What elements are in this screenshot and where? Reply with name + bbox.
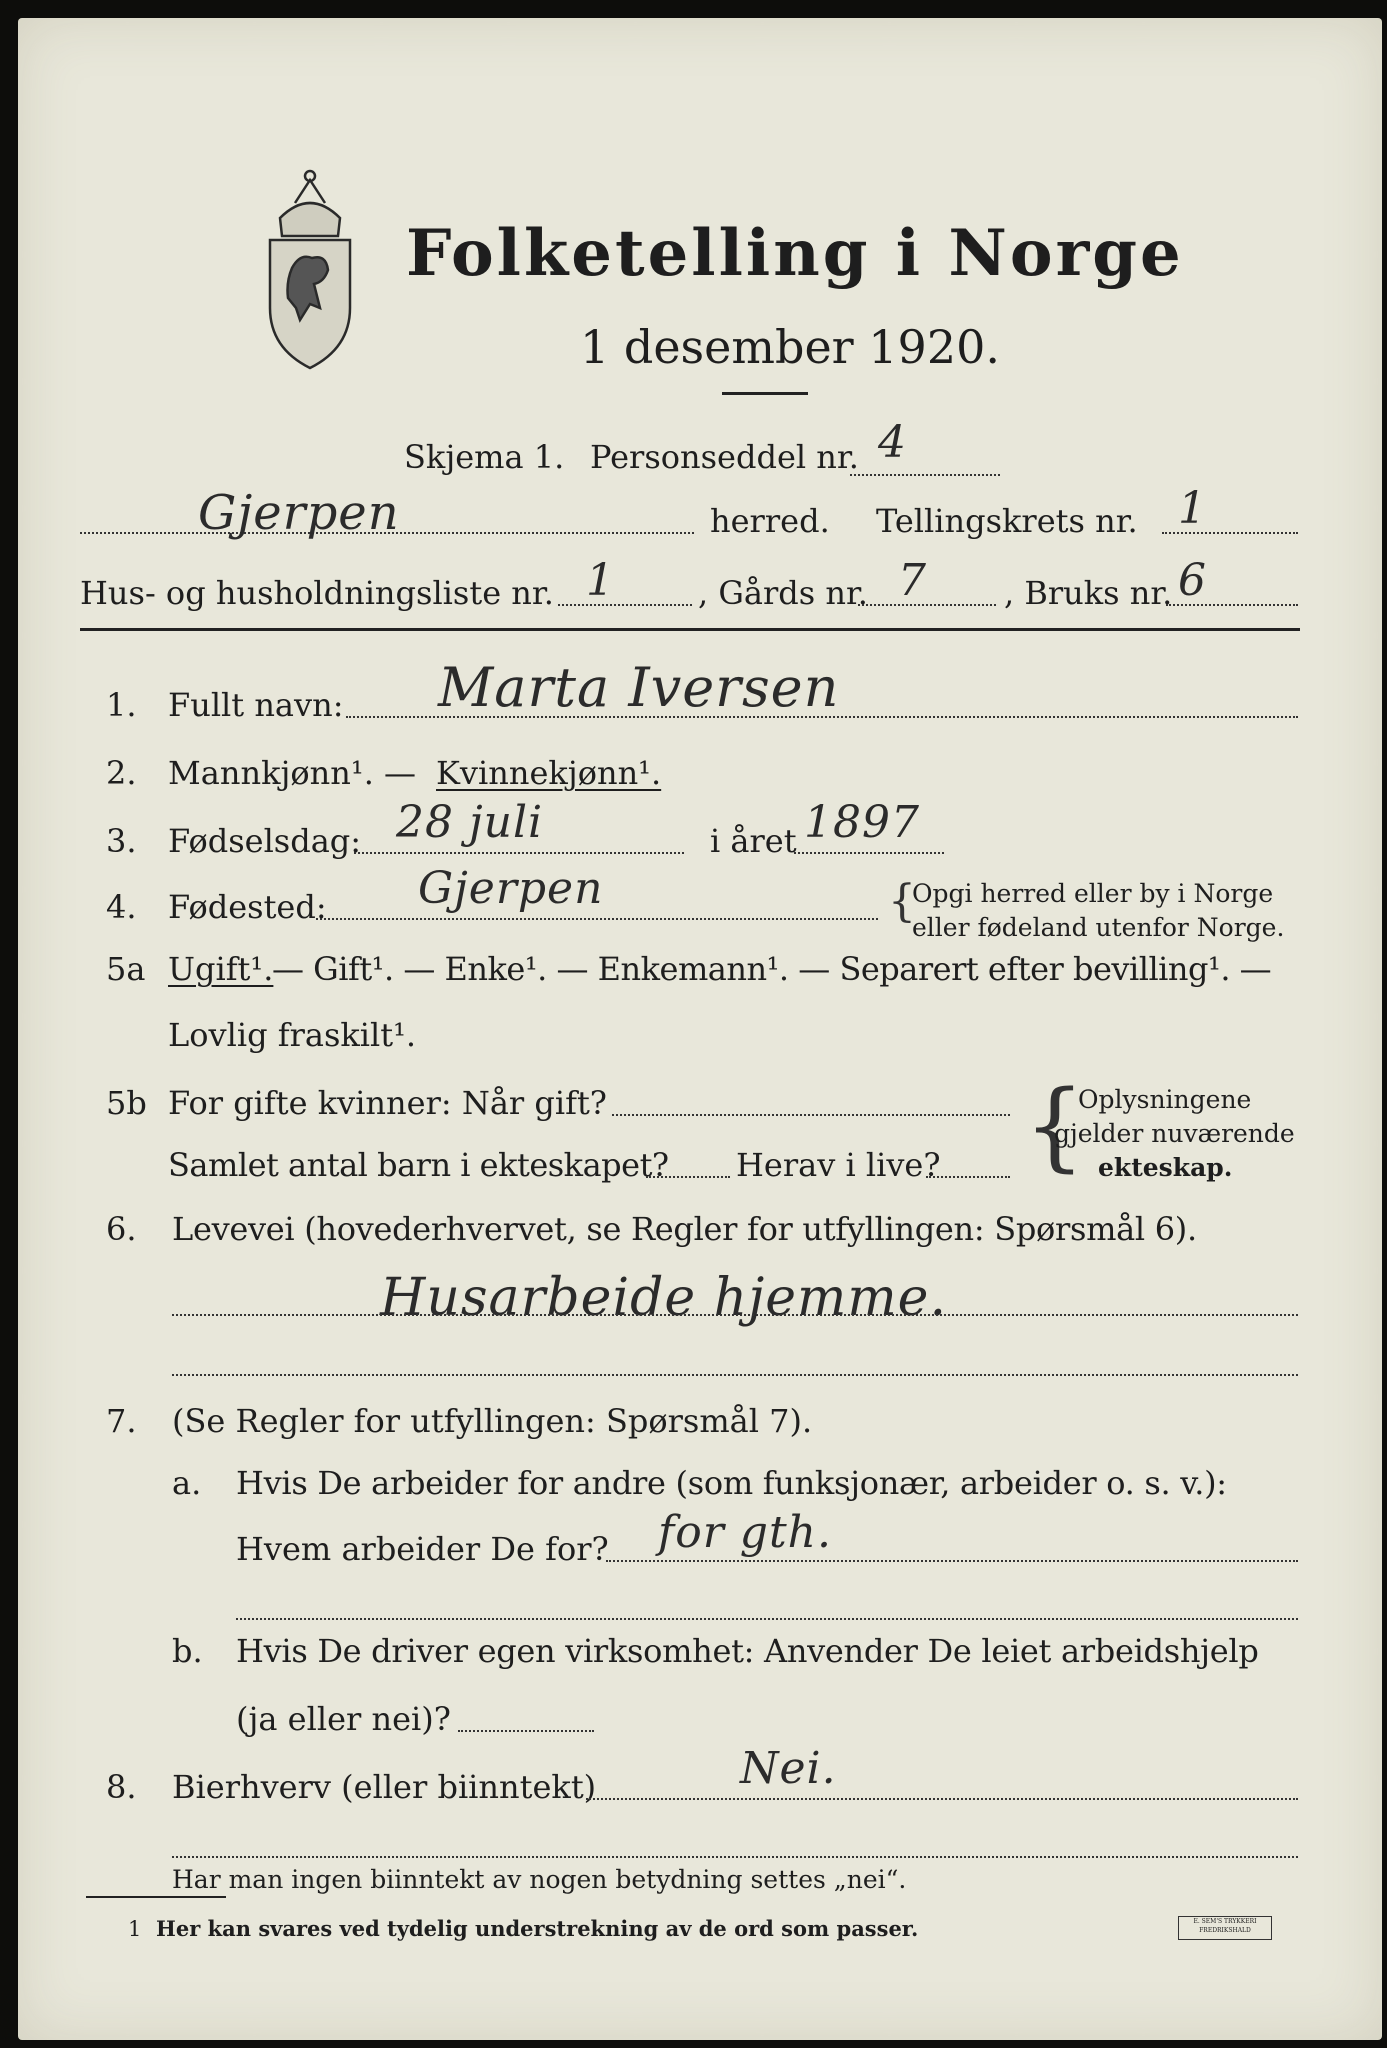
q3-line [354, 852, 684, 854]
q5b-married-when: For gifte kvinner: Når gift? [168, 1084, 607, 1122]
q6-label: Levevei (hovederhvervet, se Regler for utfyllingen: Spørsmål 6). [172, 1210, 1197, 1248]
tellingskrets-label: Tellingskrets nr. [876, 502, 1138, 540]
side-income-value: Nei. [740, 1743, 837, 1794]
q5b-brace: { [1024, 1070, 1086, 1182]
q6-line2 [172, 1374, 1298, 1376]
personseddel-value: 4 [878, 417, 907, 468]
hus-value: 1 [586, 555, 615, 606]
marital-ugift-option: Ugift¹. [168, 950, 274, 988]
bruks-value: 6 [1178, 555, 1207, 606]
q5b-note-line2: gjelder nuværende [1054, 1119, 1295, 1148]
footnote-rule [86, 1896, 226, 1898]
gards-label: , Gårds nr. [698, 574, 868, 612]
census-form-paper [18, 18, 1382, 2040]
q4-note-line2: eller fødeland utenfor Norge. [912, 913, 1285, 942]
year-label: i året [710, 822, 797, 860]
q7b-line1: Hvis De driver egen virksomhet: Anvender De leiet arbeidshjelp [236, 1632, 1259, 1670]
q7-label: (Se Regler for utfyllingen: Spørsmål 7). [172, 1402, 813, 1440]
q8-number: 8. [106, 1768, 137, 1806]
header-separator [80, 628, 1300, 631]
birthday-value: 28 juli [396, 797, 544, 848]
q4-label: Fødested: [168, 888, 327, 926]
q4-note-line1: Opgi herred eller by i Norge [912, 879, 1274, 908]
printer-stamp [1178, 1916, 1272, 1940]
marital-fraskilt-option: Lovlig fraskilt¹. [168, 1016, 417, 1054]
q5a-number: 5a [106, 950, 146, 988]
q8-label: Bierhverv (eller biinntekt) [172, 1768, 597, 1806]
gards-line [858, 604, 996, 606]
personseddel-label: Personseddel nr. [590, 438, 859, 476]
year-line [794, 852, 944, 854]
q5b-married-line [612, 1114, 1010, 1116]
marital-other-options: — Gift¹. — Enke¹. — Enkemann¹. — Separert efter bevilling¹. — [272, 950, 1272, 988]
birthplace-value: Gjerpen [418, 863, 604, 914]
q6-line1 [172, 1314, 1298, 1316]
q7a-extra-line [236, 1618, 1298, 1620]
q7-number: 7. [106, 1402, 137, 1440]
q4-brace: { [888, 876, 916, 927]
full-name-value: Marta Iversen [438, 656, 840, 719]
q2-number: 2. [106, 754, 137, 792]
q3-label: Fødselsdag: [168, 822, 362, 860]
q1-label: Fullt navn: [168, 686, 344, 724]
footnote-mark: 1 [128, 1917, 142, 1941]
q5b-alive-line [926, 1176, 1010, 1178]
q5b-children-line [646, 1176, 730, 1178]
hus-line [558, 604, 692, 606]
birth-year-value: 1897 [804, 797, 920, 848]
q7a-employer-line [606, 1560, 1298, 1562]
q3-number: 3. [106, 822, 137, 860]
q6-number: 6. [106, 1210, 137, 1248]
footnote-text: Her kan svares ved tydelig understrekning av de ord som passer. [156, 1916, 919, 1941]
herred-value: Gjerpen [198, 485, 400, 541]
coat-of-arms-icon [240, 158, 380, 378]
form-title: Folketelling i Norge [406, 216, 1184, 291]
printer-stamp-text: E. SEM'S TRYKKERI FREDRIKSHALD [1193, 1918, 1257, 1934]
tellingskrets-value: 1 [1178, 483, 1207, 534]
hus-label: Hus- og husholdningsliste nr. [80, 574, 554, 612]
q5b-number: 5b [106, 1084, 147, 1122]
q7b-answer-line [458, 1730, 594, 1732]
employer-value: for gth. [658, 1507, 832, 1558]
q7a-line2: Hvem arbeider De for? [236, 1530, 609, 1568]
gender-male-option: Mannkjønn¹. — [168, 754, 417, 792]
q7a-letter: a. [172, 1464, 202, 1502]
title-divider [722, 392, 808, 395]
personseddel-line [850, 474, 1000, 476]
census-date: 1 desember 1920. [580, 320, 1000, 374]
gards-value: 7 [898, 555, 927, 606]
q1-number: 1. [106, 686, 137, 724]
q8-extra-line [172, 1856, 1298, 1858]
q7b-line2: (ja eller nei)? [236, 1700, 451, 1738]
q5b-note-line3: ekteskap. [1098, 1153, 1233, 1182]
gender-female-option: Kvinnekjønn¹. [436, 754, 662, 792]
q4-line [316, 918, 878, 920]
q8-note: Har man ingen biinntekt av nogen betydning settes „nei“. [172, 1865, 907, 1894]
q4-number: 4. [106, 888, 137, 926]
q5b-alive-label: Herav i live? [736, 1146, 941, 1184]
q5b-note-line1: Oplysningene [1078, 1085, 1252, 1114]
herred-label: herred. [710, 502, 830, 540]
q7b-letter: b. [172, 1632, 203, 1670]
bruks-label: , Bruks nr. [1004, 574, 1173, 612]
q5b-children-label: Samlet antal barn i ekteskapet? [168, 1146, 669, 1184]
occupation-value: Husarbeide hjemme. [380, 1268, 947, 1328]
skjema-label: Skjema 1. [404, 438, 565, 476]
q7a-line1: Hvis De arbeider for andre (som funksjonær, arbeider o. s. v.): [236, 1464, 1227, 1502]
q8-line [586, 1798, 1298, 1800]
